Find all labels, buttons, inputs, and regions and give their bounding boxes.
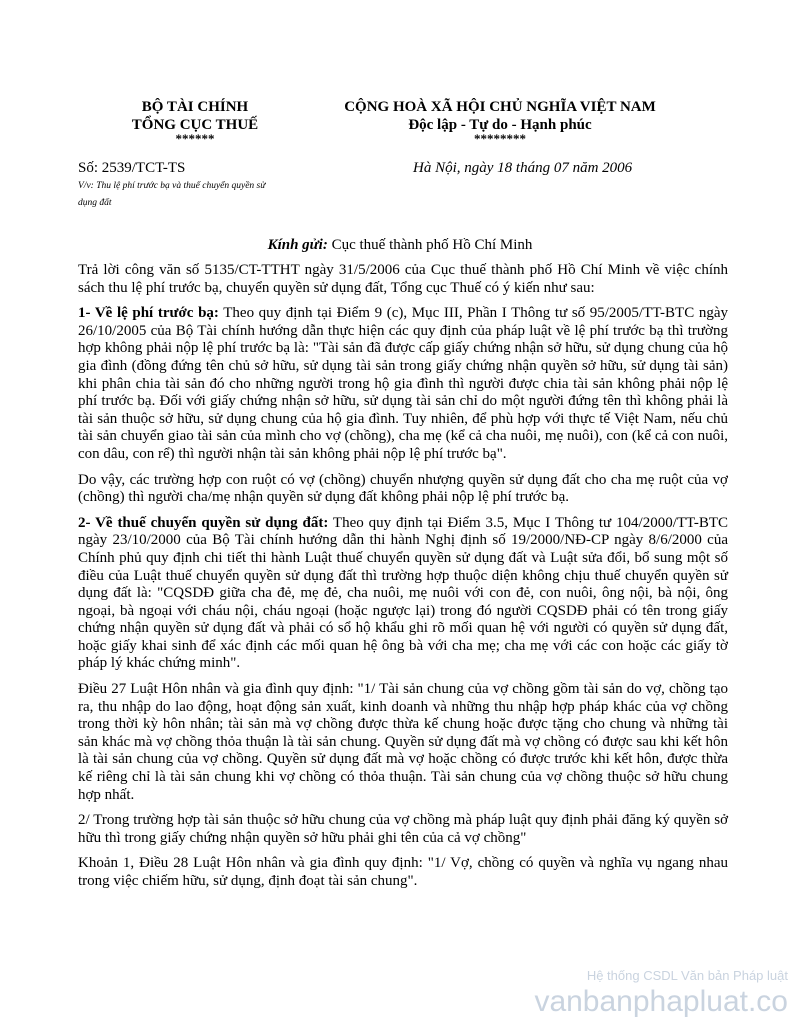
nation-motto: Độc lập - Tự do - Hạnh phúc [408, 117, 592, 133]
document-number: Số: 2539/TCT-TS [78, 160, 186, 176]
watermark-caption: Hệ thống CSDL Văn bản Pháp luật [586, 968, 788, 983]
recipient-name: Cục thuế thành phố Hồ Chí Minh [331, 237, 533, 253]
paragraph: Khoản 1, Điều 28 Luật Hôn nhân và gia đình quy định: "1/ Vợ, chồng có quyền và nghĩa vụ ngang nhau trong việc chiếm hữu, sử dụng, định đoạt tài sản chung". [78, 855, 728, 889]
watermark-domain: vanbanphapluat.co [534, 985, 788, 1018]
section-heading: 1- Về lệ phí trước bạ: [78, 305, 219, 322]
site-watermark [534, 968, 788, 1019]
recipient-label: Kính gửi: [267, 237, 328, 253]
paragraph: Trả lời công văn số 5135/CT-TTHT ngày 31/5/2006 của Cục thuế thành phố Hồ Chí Minh về việc chính sách thu lệ phí trước bạ, chuyển quyền sử dụng đất, Tổng cục Thuế có ý kiến như sau: [78, 262, 728, 296]
paragraph: 2- Về thuế chuyển quyền sử dụng đất: Theo quy định tại Điểm 3.5, Mục I Thông tư 104/2000/TT-BTC ngày 23/10/2000 của Bộ Tài chính hướng dẫn thi hành Nghị định số 19/2000/NĐ-CP ngày 8/6/2000 của Chính phủ quy định chi tiết thi hành Luật thuế chuyển quyền sử dụng đất và Luật sửa đổi, bổ sung một số điều của Luật thuế chuyển quyền sử dụng đất thì trường hợp thuộc diện không chịu thuế chuyển quyền sử dụng đất là: "CQSDĐ giữa cha đẻ, mẹ đẻ, cha nuôi, mẹ nuôi với con đẻ, con nuôi, ông nội, bà nội, ông ngoại, bà ngoại với cháu nội, cháu ngoại (hoặc ngược lại) trong đó người CQSDĐ phải có tên trong giấy chứng nhận quyền sử dụng đất và phải có sổ hộ khẩu ghi rõ mối quan hệ với người có quyền sử dụng đất, hoặc giấy khai sinh để xác định các mối quan hệ ông bà với cha mẹ; cha mẹ với các con hoặc các giấy tờ pháp lý khác chứng minh". [78, 514, 728, 672]
document-date: Hà Nội, ngày 18 tháng 07 năm 2006 [413, 160, 633, 176]
paragraph: 2/ Trong trường hợp tài sản thuộc sở hữu chung của vợ chồng mà pháp luật quy định phải đăng ký quyền sở hữu thì trong giấy chứng nhận quyền sở hữu phải ghi tên của cả vợ chồng" [78, 812, 728, 846]
section-heading: 2- Về thuế chuyển quyền sử dụng đất: [78, 514, 329, 531]
nation-title: CỘNG HOÀ XÃ HỘI CHỦ NGHĨA VIỆT NAM [344, 99, 656, 115]
department-name: TỔNG CỤC THUẾ [131, 117, 259, 133]
paragraph: Do vậy, các trường hợp con ruột có vợ (chồng) chuyển nhượng quyền sử dụng đất cho cha mẹ ruột của vợ (chồng) thì người cha/mẹ nhận quyền sử dụng đất không phải nộp lệ phí trước bạ. [78, 471, 728, 506]
nation-stars: ******** [474, 131, 526, 146]
recipient-line [0, 237, 800, 254]
document-body [78, 262, 728, 899]
agency-stars: ****** [175, 131, 215, 146]
national-header [275, 98, 725, 144]
ministry-name: BỘ TÀI CHÍNH [141, 99, 249, 115]
issuing-agency [95, 98, 295, 144]
document-subject: V/v: Thu lệ phí trước bạ và thuế chuyển quyền sử dụng đất [78, 181, 266, 208]
paragraph: Điều 27 Luật Hôn nhân và gia đình quy định: "1/ Tài sản chung của vợ chồng gồm tài sản do vợ, chồng tạo ra, thu nhập do lao động, hoạt động sản xuất, kinh doanh và những thu nhập hợp pháp khác của vợ chồng trong thời kỳ hôn nhân; tài sản mà vợ chồng được thừa kế chung hoặc được tặng cho chung và những tài sản khác mà vợ chồng thỏa thuận là tài sản chung. Quyền sử dụng đất mà vợ chồng có được sau khi kết hôn là tài sản chung của vợ chồng. Quyền sử dụng đất mà vợ hoặc chồng có được trước khi kết hôn, được thừa kế riêng chỉ là tài sản chung khi vợ chồng có thỏa thuận. Tài sản chung của vợ chồng thuộc sở hữu chung hợp nhất. [78, 681, 728, 803]
paragraph: 1- Về lệ phí trước bạ: Theo quy định tại Điểm 9 (c), Mục III, Phần I Thông tư số 95/2005/TT-BTC ngày 26/10/2005 của Bộ Tài chính hướng dẫn thực hiện các quy định của pháp luật về lệ phí trước bạ thì trường hợp không phải nộp lệ phí trước bạ là: "Tài sản đã được cấp giấy chứng nhận sở hữu, sử dụng chung của hộ gia đình (đồng đứng tên chủ sở hữu, sử dụng tài sản trong giấy chứng nhận quyền sở hữu, sử dụng tài sản) khi phân chia tài sản đó cho những người trong hộ gia đình thì người được chia tài sản không phải nộp lệ phí trước bạ. Đối với giấy chứng nhận sở hữu, sử dụng tài sản chỉ do một người đứng tên thì không phải là tài sản thuộc sở hữu, sử dụng chung của hộ gia đình. Tuy nhiên, để phù hợp với thực tế Việt Nam, nếu chủ tài sản chuyển giao tài sản của mình cho vợ (chồng), cha mẹ (kể cả cha nuôi, mẹ nuôi), con (kể cả con nuôi, con dâu, con rể) thì người nhận tài sản không phải nộp lệ phí trước bạ". [78, 305, 728, 462]
